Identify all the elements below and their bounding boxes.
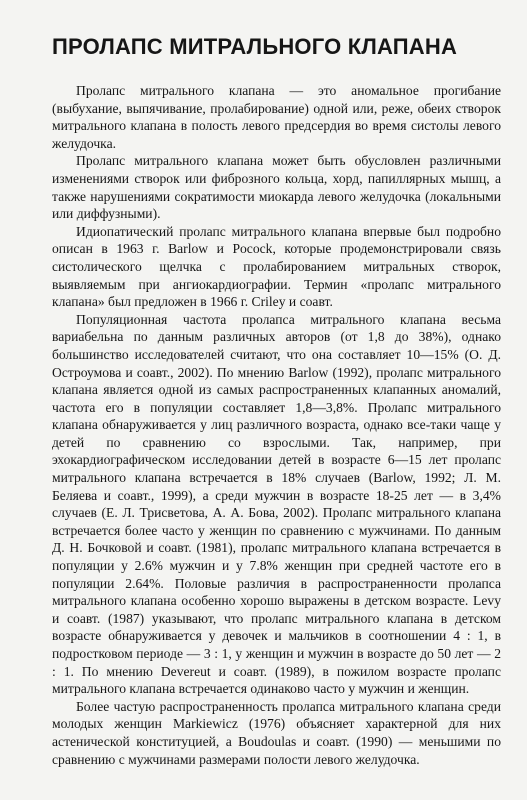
- page-title: ПРОЛАПС МИТРАЛЬНОГО КЛАПАНА: [52, 34, 458, 59]
- paragraph-history: Идиопатический пролапс митрального клапана впервые был подробно описан в 1963 г. Barlow и Pocock, которые продемонстрировали связь систолического щелчка с пролабированием митральных створок, выявляемым при ангиокардиографии. Термин «пролапс митрального клапана» был предложен в 1966 г. Criley и соавт.: [52, 223, 501, 310]
- paragraph-definition: Пролапс митрального клапана — это аномальное прогибание (выбухание, выпячивание, пролабирование) одной или, реже, обеих створок митрального клапана в полость левого предсердия во время систолы левого желудочка.: [52, 83, 501, 151]
- paragraph-explanation: Более частую распространенность пролапса митрального клапана среди молодых женщин Markiewicz (1976) объясняет характерной для них астенической конституцией, а Boudoulas и соавт. (1990) — меньшими по сравнению с мужчинами размерами полости левого желудочка.: [52, 698, 501, 767]
- paragraph-causes: Пролапс митрального клапана может быть обусловлен различными изменениями створок или фиброзного кольца, хорд, папиллярных мышц, а также нарушениями сократимости миокарда левого желудочка (локальными или диффузными).: [52, 153, 501, 222]
- paragraph-prevalence: Популяционная частота пролапса митрального клапана весьма вариабельна по данным различных авторов (от 1,8 до 38%), однако большинство исследователей считают, что она составляет 10—15% (О. Д. Остроумова и соавт., 2002). По мнению Barlow (1992), пролапс митрального клапана является одной из самых распространенных клапанных аномалий, частота его в популяции составляет 1,8—3,8%. Пролапс митрального клапана обнаруживается у лиц различного возраста, однако все-таки чаще у детей по сравнению со взрослыми. Так, например, при эхокардиографическом исследовании детей в возрасте 6—15 лет пролапс митрального клапана встречается в 18% случаев (Barlow, 1992; Л. М. Беляева и соавт., 1999), а среди мужчин в возрасте 18-25 лет — в 3,4% случаев (Е. Л. Трисветова, А. А. Бова, 2002). Пролапс митрального клапана встречается более часто у женщин по сравнению с мужчинами. По данным Д. Н. Бочковой и соавт. (1981), пролапс митрального клапана встречается в популяции у 2.6% мужчин и у 7.8% женщин при средней частоте его в популяции 2.64%. Половые различия в распространенности пролапса митрального клапана особенно хорошо выражены в детском возрасте. Levy и соавт. (1987) указывают, что пролапс митрального клапана в детском возрасте обнаруживается у девочек и мальчиков в соотношении 4 : 1, в подростковом периоде — 3 : 1, у женщин и мужчин в возрасте до 50 лет — 2 : 1. По мнению Devereut и соавт. (1989), в пожилом возрасте пролапс митрального клапана встречается одинаково часто у мужчин и женщин.: [52, 311, 501, 697]
